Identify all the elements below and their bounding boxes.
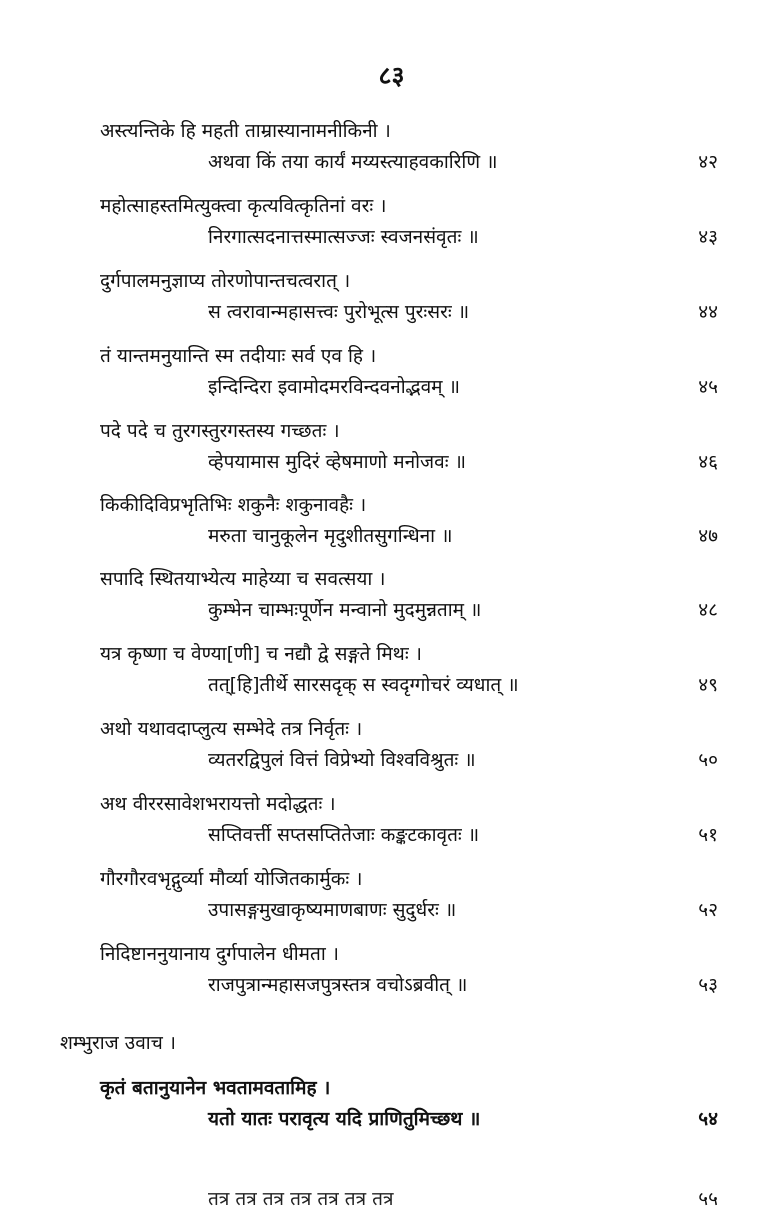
verse [0, 193, 783, 263]
verse [0, 791, 783, 861]
verse-number: ४६ [698, 451, 718, 473]
verse-line-2: स त्वरावान्महासत्त्वः पुरोभूत्स पुरःसरः ॥ [208, 301, 470, 323]
cut-off-line: तत्र तत्र तत्र तत्र तत्र तत्र तत्र [208, 1188, 394, 1210]
verse-line-2: कुम्भेन चाम्भःपूर्णेन मन्वानो मुदमुन्नताम् ॥ [208, 599, 482, 621]
verse-line-2: व्हेपयामास मुदिरं व्हेषमाणो मनोजवः ॥ [208, 451, 466, 473]
verse-number: ४४ [698, 301, 718, 323]
verse-line-2: उपासङ्गमुखाकृष्यमाणबाणः सुदुर्धरः ॥ [208, 899, 457, 921]
verse-number: ४२ [698, 151, 718, 173]
final-verse [0, 1075, 783, 1145]
verse-line-1: निदिष्टाननुयानाय दुर्गपालेन धीमता । [100, 943, 339, 965]
verse-line-1: महोत्साहस्तमित्युक्त्वा कृत्यवित्कृतिनां वरः । [100, 195, 387, 217]
verse-number: ४८ [698, 599, 718, 621]
verse-line-1: पदे पदे च तुरगस्तुरगस्तस्य गच्छतः । [100, 420, 340, 442]
verse-line-2: इन्दिन्दिरा इवामोदमरविन्दवनोद्भवम् ॥ [208, 376, 460, 398]
verse-line-2: अथवा किं तया कार्यं मय्यस्त्याहवकारिणि ॥ [208, 151, 498, 173]
verse [0, 641, 783, 711]
verse-line-1: अस्त्यन्तिके हि महती ताम्रास्यानामनीकिनी । [100, 120, 391, 142]
verse-number: ४९ [698, 674, 718, 696]
verse [0, 566, 783, 636]
verse-number: ४५ [698, 376, 718, 398]
verse-line-2: सप्तिवर्त्ती सप्तसप्तितेजाः कङ्कटकावृतः ॥ [208, 824, 480, 846]
verse [0, 492, 783, 562]
verse-line-2: मरुता चानुकूलेन मृदुशीतसुगन्धिना ॥ [208, 525, 453, 547]
verse-line-1: दुर्गपालमनुज्ञाप्य तोरणोपान्तचत्वरात् । [100, 270, 351, 292]
verse-line-2: राजपुत्रान्महासजपुत्रस्तत्र वचोऽब्रवीत् ॥ [208, 974, 468, 996]
verse-line-1: अथ वीररसावेशभरायत्तो मदोद्धतः । [100, 793, 336, 815]
verse [0, 343, 783, 413]
verse [0, 941, 783, 1011]
verse [0, 268, 783, 338]
page-number: ८३ [378, 61, 405, 90]
verse-line-1: कृतं बतानुयानेन भवतामवतामिह । [100, 1077, 331, 1099]
verse-number: ५३ [698, 974, 718, 996]
verse-line-1: यत्र कृष्णा च वेण्या[णी] च नद्यौ द्वे सङ्गते मिथः । [100, 643, 422, 665]
verse-number: ५२ [698, 899, 718, 921]
verse-number: ५० [698, 749, 718, 771]
verse-line-1: किकीदिविप्रभृतिभिः शकुनैः शकुनावहैः । [100, 494, 367, 516]
cut-off-number: ५५ [698, 1188, 718, 1210]
verse-line-2: यतो यातः परावृत्य यदि प्राणितुमिच्छथ ॥ [208, 1108, 481, 1130]
verse-line-2: तत्[हि]तीर्थे सारसदृक् स स्वदृग्गोचरं व्यधात् ॥ [208, 674, 519, 696]
verse-line-1: तं यान्तमनुयान्ति स्म तदीयाः सर्व एव हि । [100, 345, 377, 367]
verse-number: ५१ [698, 824, 718, 846]
verse-line-1: अथो यथावदाप्लुत्य सम्भेदे तत्र निर्वृतः । [100, 718, 363, 740]
verse-number: ४७ [698, 525, 718, 547]
verse [0, 418, 783, 488]
verse-line-1: सपादि स्थितयाभ्येत्य माहेय्या च सवत्सया । [100, 568, 386, 590]
verse-number: ५४ [698, 1108, 718, 1130]
verse-number: ४३ [698, 226, 718, 248]
speaker-heading: शम्भुराज उवाच । [60, 1032, 177, 1054]
verse [0, 716, 783, 786]
verse [0, 866, 783, 936]
verse-line-2: व्यतरद्विपुलं वित्तं विप्रेभ्यो विश्वविश्रुतः ॥ [208, 749, 476, 771]
verse-line-1: गौरगौरवभृद्गुर्व्या मौर्व्या योजितकार्मुकः । [100, 868, 363, 890]
verse [0, 118, 783, 188]
verse-line-2: निरगात्सदनात्तस्मात्सज्जः स्वजनसंवृतः ॥ [208, 226, 479, 248]
